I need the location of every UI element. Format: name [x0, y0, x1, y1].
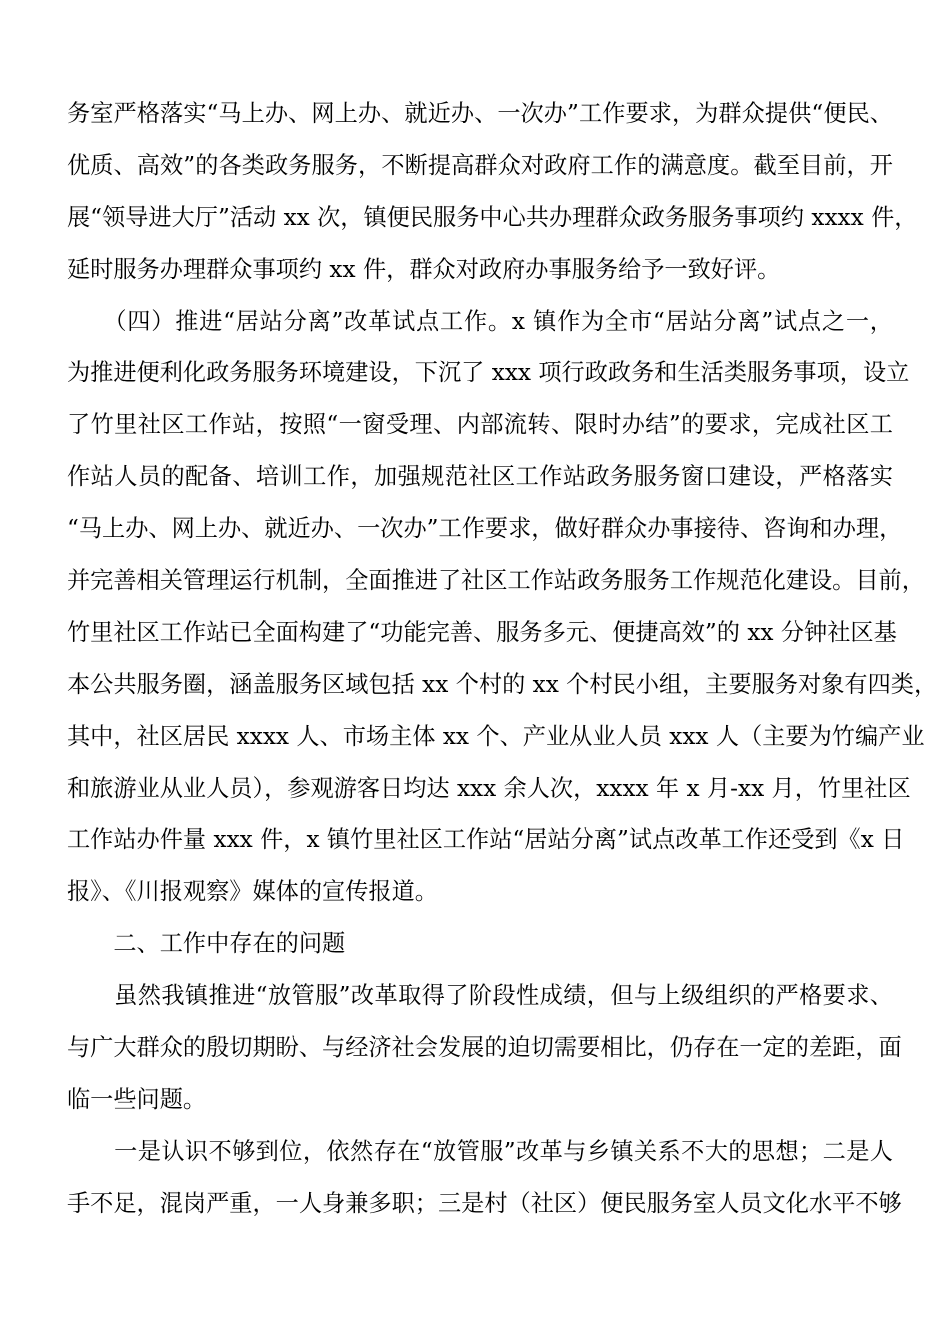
text-line: 展“领导进大厅”活动 xx 次，镇便民服务中心共办理群众政务服务事项约 xxxx 件，	[67, 203, 918, 231]
text-line: 报》、《川报观察》媒体的宣传报道。	[67, 878, 438, 906]
text-line: 与广大群众的殷切期盼、与经济社会发展的迫切需要相比，仍存在一定的差距，面	[67, 1034, 902, 1062]
paragraph	[67, 918, 893, 970]
text-line: 二、工作中存在的问题	[67, 930, 346, 958]
text-line: 工作站办件量 xxx 件，x 镇竹里社区工作站“居站分离”试点改革工作还受到《x 日	[67, 826, 905, 854]
text-line: 作站人员的配备、培训工作，加强规范社区工作站政务服务窗口建设，严格落实	[67, 463, 893, 491]
paragraph	[67, 88, 918, 296]
text-line: 其中，社区居民 xxxx 人、市场主体 xx 个、产业从业人员 xxx 人（主要为竹编产业	[67, 722, 925, 750]
text-line: 一是认识不够到位，依然存在“放管服”改革与乡镇关系不大的思想；二是人	[67, 1137, 893, 1165]
text-line: 临一些问题。	[67, 1085, 207, 1113]
paragraph	[67, 1126, 902, 1230]
text-line: 延时服务办理群众事项约 xx 件，群众对政府办事服务给予一致好评。	[67, 255, 781, 283]
text-line: 虽然我镇推进“放管服”改革取得了阶段性成绩，但与上级组织的严格要求、	[67, 982, 893, 1010]
text-line: 了竹里社区工作站，按照“一窗受理、内部流转、限时办结”的要求，完成社区工	[67, 411, 893, 439]
text-line: 并完善相关管理运行机制，全面推进了社区工作站政务服务工作规范化建设。目前，	[67, 567, 925, 595]
paragraph	[67, 970, 902, 1126]
text-line: “马上办、网上办、就近办、一次办”工作要求，做好群众办事接待、咨询和办理，	[67, 515, 903, 543]
text-line: 优质、高效”的各类政务服务，不断提高群众对政府工作的满意度。截至目前，开	[67, 151, 893, 179]
text-line: 手不足，混岗严重，一人身兼多职；三是村（社区）便民服务室人员文化水平不够	[67, 1189, 902, 1217]
text-line: 本公共服务圈，涵盖服务区域包括 xx 个村的 xx 个村民小组，主要服务对象有四类，	[67, 670, 938, 698]
text-line: 为推进便利化政务服务环境建设，下沉了 xxx 项行政政务和生活类服务事项，设立	[67, 359, 910, 387]
text-line: 和旅游业从业人员），参观游客日均达 xxx 余人次，xxxx 年 x 月-xx 月，竹里社区	[67, 774, 911, 802]
text-line: 务室严格落实“马上办、网上办、就近办、一次办”工作要求，为群众提供“便民、	[67, 100, 893, 127]
text-line: 竹里社区工作站已全面构建了“功能完善、服务多元、便捷高效”的 xx 分钟社区基	[67, 618, 897, 646]
document-page	[67, 88, 938, 1230]
paragraph	[67, 296, 938, 919]
text-line: （四）推进“居站分离”改革试点工作。x 镇作为全市“居站分离”试点之一，	[67, 307, 893, 335]
document-body	[67, 88, 938, 1230]
